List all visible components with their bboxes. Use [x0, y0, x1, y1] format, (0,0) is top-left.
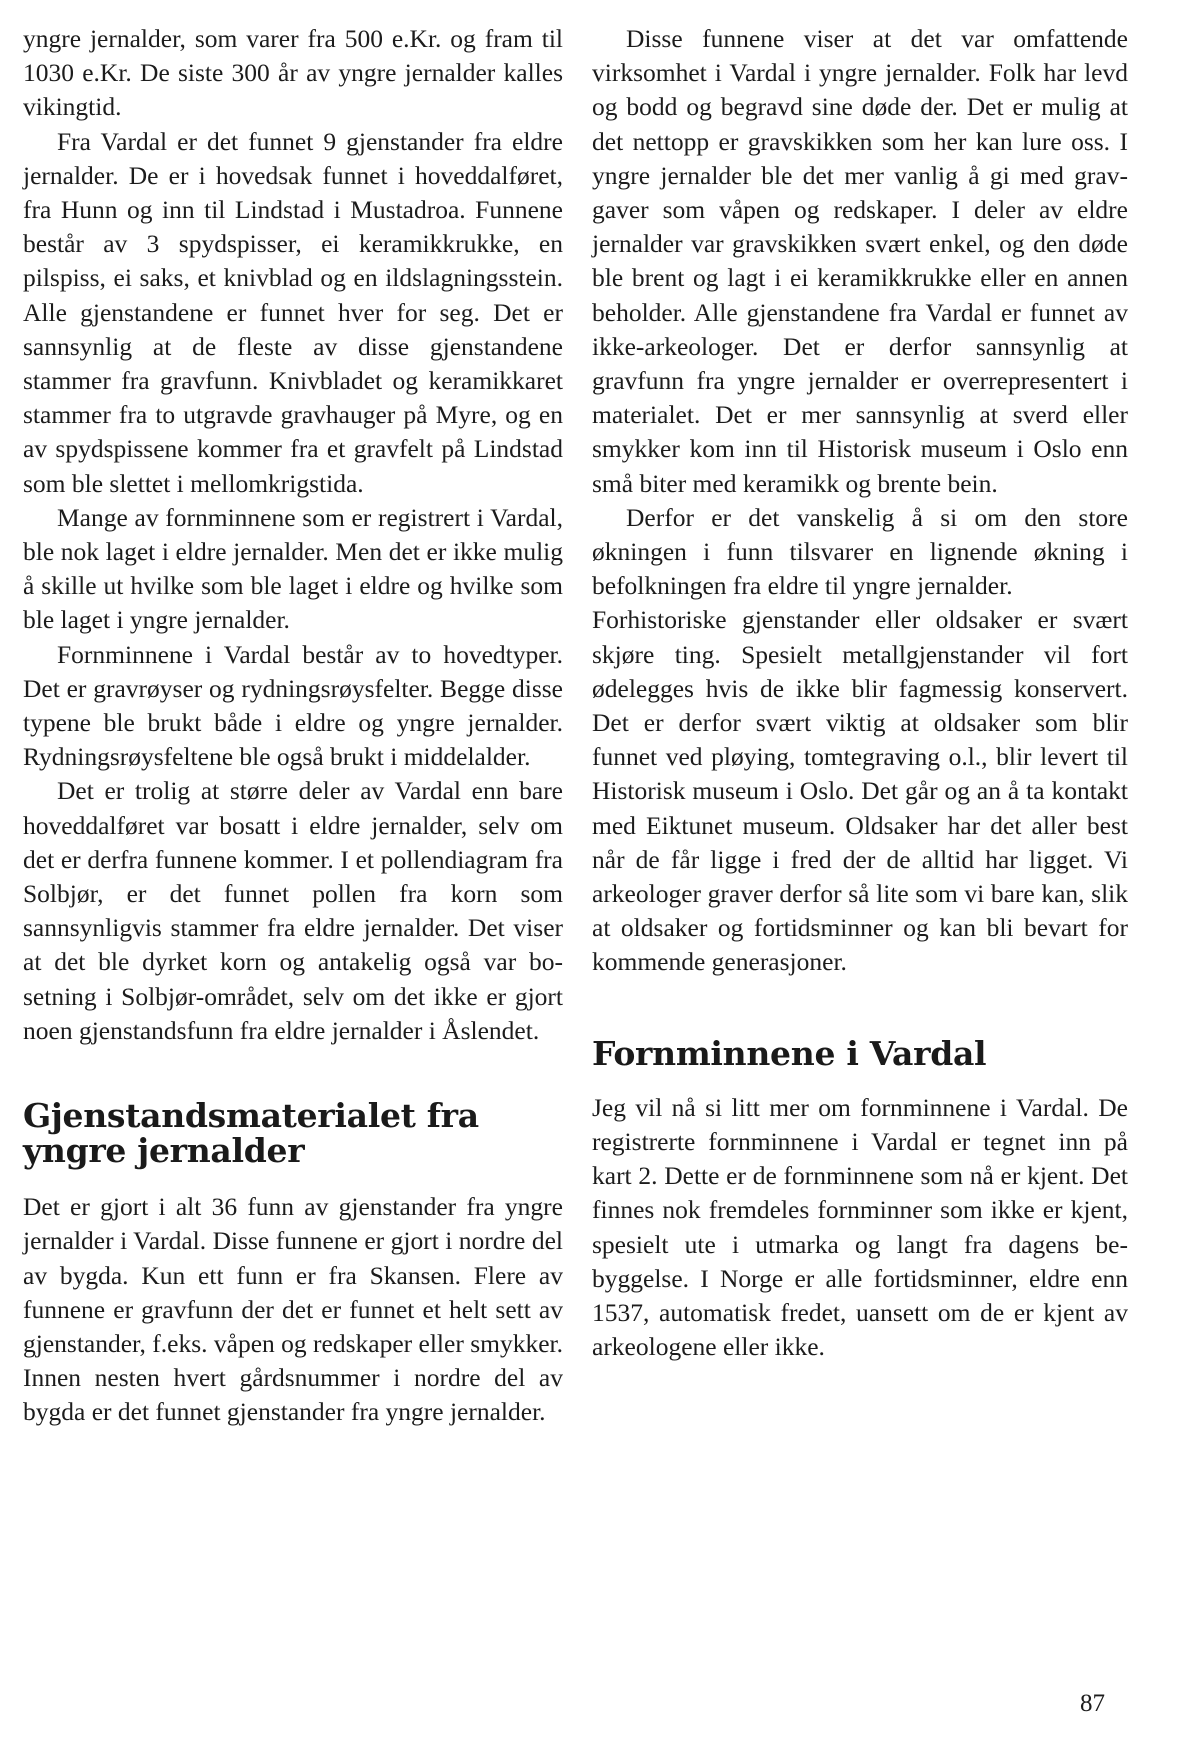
page-number: 87 [1080, 1690, 1105, 1717]
paragraph: Derfor er det vanskelig å si om den store økningen i funn tilsvarer en lignende økning i befolkningen fra eldre til yngre jernalder. [592, 502, 1128, 601]
section-paragraph: Jeg vil nå si litt mer om fornminnene i Vardal. De registrerte fornminnene i Vardal er tegnet inn på kart 2. Dette er de fornminnene som nå er kjent. Det finnes nok fremdeles fornminner som ikke er kjent, spesielt ute i utmarka og langt fra dagens bebyggelse. I Norge er alle fortidsminner, eldre enn 1537, automatisk fredet, uansett om de er kjent av arkeologene eller ikke. [592, 1092, 1128, 1362]
paragraph: Forhistoriske gjenstander eller oldsaker er svært skjøre ting. Spesielt metallgjenstander vil fort ødelegges hvis de ikke blir fagmessig konservert. Det er derfor svært viktig at oldsaker som blir funnet ved pløying, tomtegraving o.l., blir levert til Historisk museum i Oslo. Det går og an å ta kontakt med Eiktunet museum. Oldsaker har det aller best når de får ligge i fred der de alltid har ligget. Vi arkeologer graver derfor så lite som vi bare kan, slik at oldsaker og fortidsminner og kan bli bevart for kommende generasjoner. [592, 605, 1128, 977]
paragraph: Fra Vardal er det funnet 9 gjenstander fra eldre jernalder. De er i hovedsak funnet i hoveddalføret, fra Hunn og inn til Lindstad i Mustadroa. Funnene består av 3 spydspisser, ei keramikkrukke, en pilspiss, ei saks, et knivblad og en ildslagningsstein. Alle gjenstandene er funnet hver for seg. Det er sannsynlig at de fleste av disse gjenstandene stammer fra gravfunn. Knivbladet og keramikkaret stammer fra to utgravde gravhauger på Myre, og en av spydspissene kommer fra et gravfelt på Lindstad som ble slettet i mellomkrigstida. [23, 126, 563, 498]
right-column [592, 22, 1128, 1364]
left-column [23, 22, 563, 1430]
paragraph: Det er trolig at større deler av Vardal enn bare hoveddalføret var bosatt i eldre jernalder, selv om det er derfra funnene kommer. I et pollendiagram fra Solbjør, er det funnet pollen fra korn som sannsynligvis stammer fra eldre jernalder. Det viser at det ble dyrket korn og antakelig også var bosetning i Solbjør-området, selv om det ikke er gjort noen gjenstandsfunn fra eldre jernalder i Åslendet. [23, 776, 563, 1045]
paragraph: yngre jernalder, som varer fra 500 e.Kr. og fram til 1030 e.Kr. De siste 300 år av yngre jernalder kalles vikingtid. [23, 24, 563, 122]
paragraph: Disse funnene viser at det var omfattende virksomhet i Vardal i yngre jernalder. Folk har levd og bodd og begravd sine døde der. Det er mulig at det nettopp er gravskikken som her kan lure oss. I yngre jernalder ble det mer vanlig å gi med gravgaver som våpen og redskaper. I deler av eldre jernalder var gravskikken svært enkel, og den døde ble brent og lagt i ei keramikkrukke eller en annen beholder. Alle gjenstandene fra Vardal er funnet av ikke-arkeologer. Det er derfor sannsynlig at gravfunn fra yngre jernalder er overrepresentert i materialet. Det er mer sannsynlig at sverd eller smykker kom inn til Historisk museum i Oslo enn små biter med keramikk og brente bein. [592, 24, 1128, 498]
paragraph: Fornminnene i Vardal består av to hovedtyper. Det er gravrøyser og rydningsrøysfelter. Begge disse typene ble brukt både i eldre og yngre jernalder. Rydningsrøysfeltene ble også brukt i middelalder. [23, 639, 563, 772]
section-paragraph: Det er gjort i alt 36 funn av gjenstander fra yngre jernalder i Vardal. Disse funnene er gjort i nordre del av bygda. Kun ett funn er fra Skansen. Flere av funnene er gravfunn der det er funnet et helt sett av gjenstander, f.eks. våpen og redskaper eller smykker. Innen nesten hvert gårdsnummer i nordre del av bygda er det funnet gjenstander fra yngre jernalder. [23, 1192, 563, 1427]
section-heading: Gjenstandsmaterialet fra yngre jernalder [23, 1096, 479, 1171]
section-heading: Fornminnene i Vardal [592, 1033, 987, 1073]
paragraph: Mange av fornminnene som er registrert i Vardal, ble nok laget i eldre jernalder. Men det er ikke mulig å skille ut hvilke som ble laget i eldre og hvilke som ble laget i yngre jernalder. [23, 502, 563, 635]
